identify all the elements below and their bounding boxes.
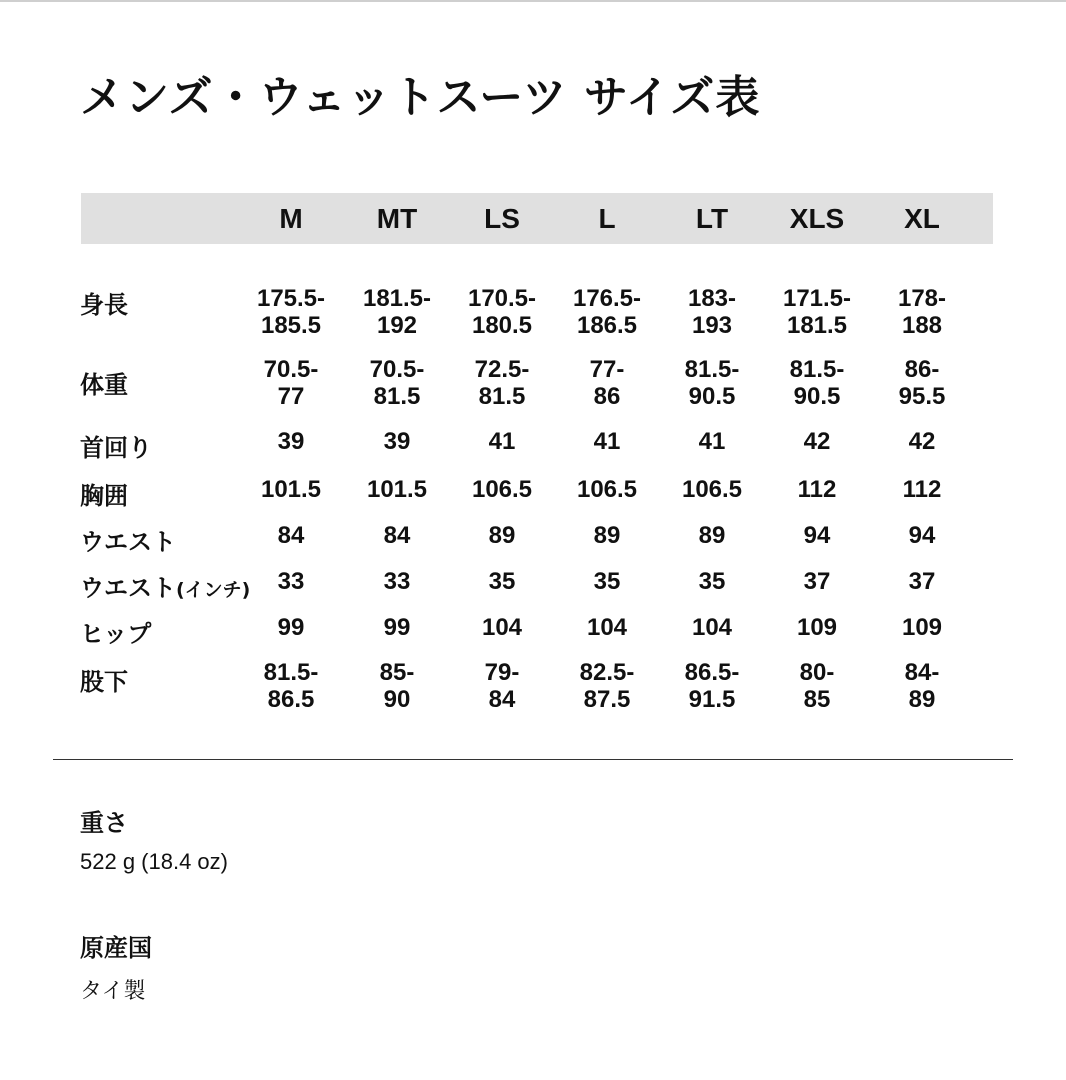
table-cell: 106.5 [471,476,533,503]
table-cell: 109 [901,614,943,641]
size-header-mt: MT [376,203,418,234]
table-cell: 171.5- 181.5 [782,285,852,339]
row-label-text: 身長 [80,291,128,319]
size-header-l: L [598,203,616,234]
table-cell: 42 [908,428,936,455]
table-cell: 106.5 [576,476,638,503]
table-cell: 81.5- 90.5 [684,356,740,410]
row-label-text: 首回り [80,434,152,462]
table-cell: 112 [797,476,837,503]
table-cell: 82.5- 87.5 [579,659,635,713]
table-cell: 80- 85 [799,659,835,713]
table-cell: 39 [383,428,411,455]
table-cell: 41 [698,428,726,455]
table-cell: 99 [277,614,305,641]
table-cell: 35 [698,568,726,595]
table-cell: 181.5- 192 [362,285,432,339]
section-divider [53,759,1013,760]
size-header-m: M [279,203,303,234]
table-cell: 109 [796,614,838,641]
row-label-text: 体重 [80,371,128,399]
table-cell: 175.5- 185.5 [256,285,326,339]
table-cell: 101.5 [260,476,322,503]
table-cell: 170.5- 180.5 [467,285,537,339]
table-cell: 89 [698,522,726,549]
table-cell: 104 [691,614,733,641]
table-cell: 112 [902,476,942,503]
page-title: メンズ・ウェットスーツ サイズ表 [80,72,761,123]
row-label [80,522,176,557]
size-header-lt: LT [695,203,729,234]
row-label [80,285,128,320]
size-header-ls: LS [484,203,520,234]
table-cell: 89 [488,522,516,549]
row-label [80,662,128,697]
table-cell: 183- 193 [687,285,737,339]
row-label [80,568,250,603]
row-label [80,365,128,400]
table-cell: 86- 95.5 [898,356,946,410]
origin-heading: 原産国 [80,934,152,962]
table-cell: 106.5 [681,476,743,503]
origin-value: タイ製 [80,978,146,1003]
table-cell: 41 [593,428,621,455]
table-cell: 33 [383,568,411,595]
table-cell: 84 [277,522,305,549]
table-cell: 89 [593,522,621,549]
table-cell: 41 [488,428,516,455]
table-cell: 99 [383,614,411,641]
table-cell: 35 [593,568,621,595]
weight-value: 522 g (18.4 oz) [80,849,228,874]
row-label-text: ウエスト [80,528,176,556]
table-cell: 104 [586,614,628,641]
table-cell: 33 [277,568,305,595]
table-cell: 94 [908,522,936,549]
row-label [80,428,152,463]
table-cell: 101.5 [366,476,428,503]
table-cell: 84- 89 [904,659,940,713]
table-cell: 94 [803,522,831,549]
row-label-unit: (インチ) [176,579,251,601]
table-cell: 72.5- 81.5 [474,356,530,410]
row-label-text: ヒップ [80,620,152,648]
table-cell: 37 [908,568,936,595]
table-cell: 178- 188 [897,285,947,339]
table-cell: 70.5- 77 [263,356,319,410]
table-cell: 70.5- 81.5 [369,356,425,410]
size-header-xls: XLS [789,203,845,234]
table-cell: 85- 90 [379,659,415,713]
size-header-xl: XL [904,203,940,234]
table-cell: 104 [481,614,523,641]
top-border [0,0,1066,2]
row-label-text: 股下 [80,668,128,696]
row-label-text: ウエスト [80,574,176,602]
table-cell: 86.5- 91.5 [684,659,740,713]
table-cell: 77- 86 [589,356,625,410]
table-cell: 79- 84 [484,659,520,713]
row-label [80,614,151,649]
table-cell: 176.5- 186.5 [572,285,642,339]
table-cell: 81.5- 86.5 [263,659,319,713]
table-cell: 42 [803,428,831,455]
table-cell: 37 [803,568,831,595]
table-cell: 39 [277,428,305,455]
table-cell: 84 [383,522,411,549]
weight-heading: 重さ [80,809,128,837]
table-cell: 35 [488,568,516,595]
table-cell: 81.5- 90.5 [789,356,845,410]
row-label-text: 胸囲 [80,482,128,510]
row-label [80,476,128,511]
